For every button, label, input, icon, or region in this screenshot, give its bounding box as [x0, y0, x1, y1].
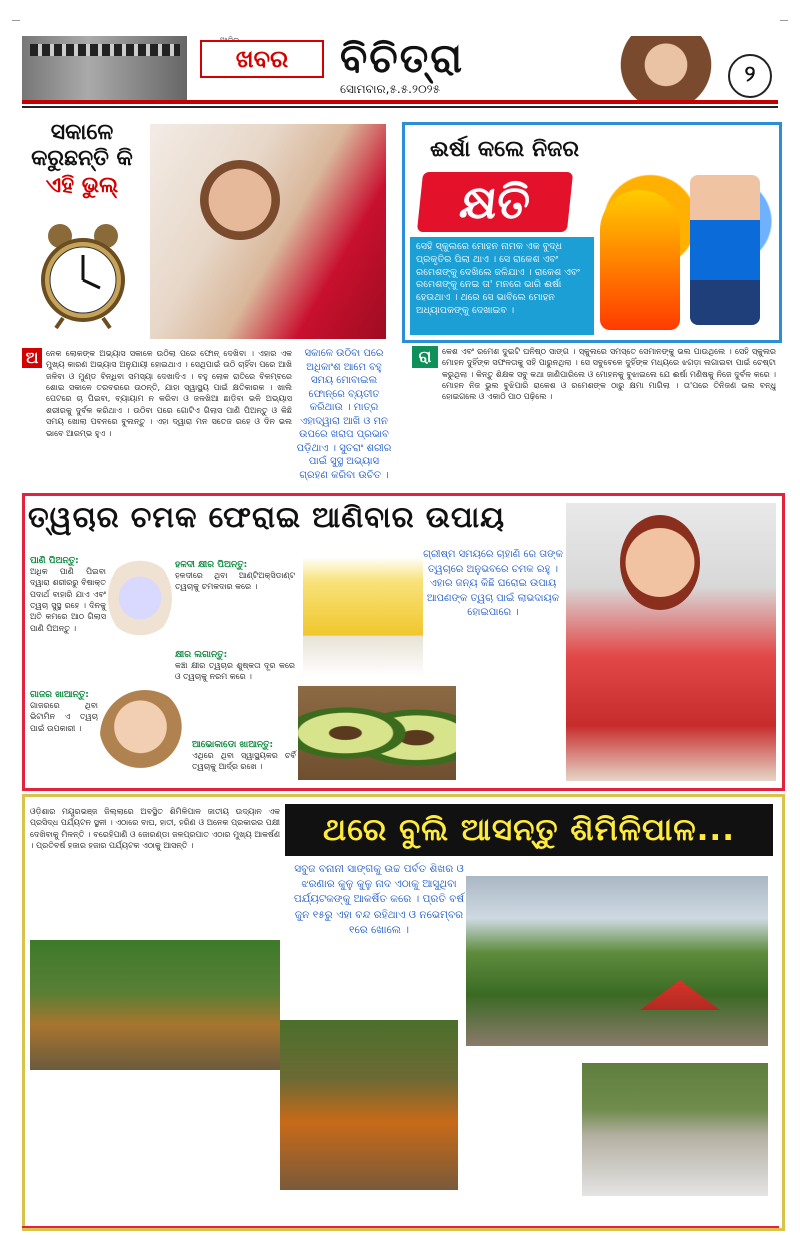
landscape-photo: [466, 876, 768, 1046]
milk-section: [175, 650, 295, 683]
carrot-body: ଗାଜରରେ ଥିବା ଭିଟାମିନ ଏ ତ୍ୱଚା ପାଇଁ ଉପକାରୀ ।: [30, 701, 98, 733]
dropcap: ରା: [412, 346, 438, 368]
section-title: ବିଚିତ୍ରା: [340, 36, 465, 82]
skin-article-title: ତ୍ୱଚାର ଚମକ ଫେରାଇ ଆଣିବାର ଉପାୟ: [28, 500, 506, 534]
envy-article-body: କେଶ ଏବଂ ରମେଶ ଦୁଇଟି ଘନିଷ୍ଠ ସାଙ୍ଗ । ସ୍କୁଲରେ ସମସ୍ତେ ସେମାନଙ୍କୁ ଭଲ ପାଉଥିଲେ । ସେହି ସ୍କୁଲର ମୋହନ ଦୁହିଁଙ୍କ ସଫଳତାକୁ ସହି ପାରୁନଥିଲା । ସେ ସବୁବେଳେ ଦୁହିଁଙ୍କ ମଧ୍ୟରେ ଝଗଡ଼ା ଲଗାଇବା ପାଇଁ ଚେଷ୍ଟା କରୁଥିଲା । କିନ୍ତୁ ଶିକ୍ଷକ ସବୁ କଥା ଜାଣିପାରିଲେ ଓ ମୋହନକୁ ବୁଝାଇଲେ ଯେ ଈର୍ଷା ମଣିଷକୁ ନିଜେ ଦୁର୍ବଳ କରେ । ମୋହନ ନିଜ ଭୁଲ ବୁଝିପାରି ରାକେଶ ଓ ରମେଶଙ୍କ ଠାରୁ କ୍ଷମା ମାଗିଲା । ତା'ପରେ ତିନିଜଣ ଭଲ ବନ୍ଧୁ ହୋଇଗଲେ ଓ ଏକାଠି ପାଠ ପଢ଼ିଲେ ।: [442, 347, 776, 402]
turmeric-milk-photo: [303, 557, 423, 677]
milk-body: କଞ୍ଚା କ୍ଷୀର ତ୍ୱଚାର ଶୁଷ୍କତା ଦୂର କରେ ଓ ତ୍ୱଚାକୁ ନରମ କରେ ।: [175, 661, 295, 682]
water-body: ଅଧିକ ପାଣି ପିଇବା ଦ୍ୱାରା ଶରୀରରୁ ବିଷାକ୍ତ ପଦାର୍ଥ ବାହାରି ଯାଏ ଏବଂ ତ୍ୱଚା ସୁସ୍ଥ ରହେ । ଦିନକୁ ଅତି କମରେ ଆଠ ଗିଲାସ ପାଣି ପିଅନ୍ତୁ ।: [30, 567, 106, 633]
envy-lead-text: ସେହି ସ୍କୁଲରେ ମୋହନ ନାମକ ଏକ ବୁଦ୍ଧ ପ୍ରକୃତିର ପିଲା ଥାଏ । ସେ ରାକେଶ ଏବଂ ରମେଶଙ୍କୁ ଦେଖିଲେ ଜଳିଯାଏ । ରାକେଶ ଏବଂ ରମେଶଙ୍କୁ ନେଇ ତା' ମନରେ ଭାରି ଈର୍ଷା ହେଉଥାଏ । ଥରେ ସେ ଭାବିଲେ ମୋହନ ଅଧ୍ୟାପକଙ୍କୁ ଦେଖାଇବ ।: [410, 237, 594, 335]
similipal-lead: ସବୁଜ ବନାନୀ ସାଙ୍ଗକୁ ଉଚ୍ଚ ପର୍ବତ ଶିଖର ଓ ଝରଣାର କୁଳୁ କୁଳୁ ନାଦ ଏଠାକୁ ଆସୁଥିବା ପର୍ଯ୍ୟଟକଙ୍କୁ ଆକର୍ଷିତ କରେ । ପ୍ରତି ବର୍ଷ ଜୁନ ୧୫ରୁ ଏହା ବନ୍ଦ ରହିଥାଏ ଓ ନଭେମ୍ବର ୧ରେ ଖୋଲେ ।: [293, 863, 465, 936]
avocado-photo: [298, 686, 456, 780]
masthead-rule-thin: [22, 106, 778, 108]
deer-photo: [30, 940, 280, 1070]
turmeric-body: ହଳଦୀରେ ଥିବା ଆଣ୍ଟିଅକ୍ସିଡାଣ୍ଟ ତ୍ୱଚାକୁ ଚମକଦାର କରେ ।: [175, 571, 295, 592]
issue-date: ସୋମବାର,୫.୫.୨୦୨୫: [340, 82, 441, 96]
title-line-1: ସକାଳେ: [50, 120, 114, 145]
carrot-heading: ଗାଜର ଖାଆନ୍ତୁ:: [30, 690, 89, 700]
morning-article-title: [22, 120, 142, 199]
waking-woman-face: [200, 160, 280, 240]
dropcap: ଅ: [22, 348, 42, 368]
crop-mark: [780, 12, 788, 21]
turmeric-heading: ହଳଦୀ କ୍ଷୀର ପିଅନ୍ତୁ:: [175, 560, 248, 570]
model-face: [620, 515, 700, 610]
title-line-3: ଏହି ଭୁଲ୍: [45, 172, 119, 198]
waking-woman-photo: [150, 124, 386, 339]
tiger-photo: [280, 1020, 458, 1190]
morning-pull-quote: ସକାଳେ ଉଠିବା ପରେ ଅଧିକାଂଶ ଆମେ ବହୁ ସମୟ ମୋବାଇଲ ଫୋନ୍‌ରେ ବ୍ୟତୀତ କରିଥାଉ । ମାତ୍ର ଏହାଦ୍ୱାରା ଆଖି ଓ ମନ ଉପରେ ଖରାପ ପ୍ରଭାବ ପଡ଼ିଥାଏ । ସୁତରାଂ ଶରୀର ପାଇଁ ସୁସ୍ଥ ଅଭ୍ୟାସ ଗ୍ରହଣ କରିବା ଉଚିତ ।: [296, 348, 392, 481]
masthead-rule: [22, 100, 778, 104]
title-line-2: କରୁଛନ୍ତି କି: [31, 146, 133, 172]
celebrity-photo: [600, 36, 720, 100]
fire-graphic: [600, 190, 680, 330]
drinking-water-photo: [108, 556, 172, 640]
skin-pull-quote: ଗ୍ରୀଷ୍ମ ସମୟରେ ଚାହାଣି ରେ ତାଙ୍କ ତ୍ୱଚାରେ ଅନୁଭବରେ ଚମକ ରହୁ । ଏହାର ଜନ୍ୟ କିଛି ଘରୋଇ ଉପାୟ ଆପଣଙ୍କ ତ୍ୱଚା ପାଇଁ ଲାଭଦାୟକ ହୋଇପାରେ ।: [423, 549, 563, 618]
morning-article-body: ନେକ ଲୋକଙ୍କ ଅଭ୍ୟାସ ସକାଳେ ଉଠିଲା ପରେ ଫୋନ୍ ଦେଖିବା । ଏହାର ଏକ ମୁଖ୍ୟ କାରଣ ଅଭ୍ୟାସ ଅନୁଯାୟୀ ହୋଇଥାଏ । ସେଥିପାଇଁ ଉଠି ଚାହିଁବା ପରେ ଆଖି ଜଳିବା ଓ ମୁଣ୍ଡ ବିନ୍ଧିବା ସମସ୍ୟା ଦେଖାଦିଏ । ବହୁ ଲୋକ ରାତିରେ ବିଳମ୍ବରେ ଶୋଇ ସକାଳେ ତରବରରେ ଉଠନ୍ତି, ଯାହା ସ୍ୱାସ୍ଥ୍ୟ ପାଇଁ କ୍ଷତିକାରକ । ଖାଲି ପେଟରେ ଚା ପିଇବା, ବ୍ୟାୟାମ ନ କରିବା ଓ ଜଳଖିଆ ଛାଡ଼ିବା ଭଳି ଅଭ୍ୟାସ ଶରୀରକୁ ଦୁର୍ବଳ କରିଥାଏ । ଉଠିବା ପରେ ଗୋଟିଏ ଗିଲାସ ପାଣି ପିଅନ୍ତୁ ଓ କିଛି ସମୟ ଖୋଲା ପବନରେ ବୁଲନ୍ତୁ । ଏହା ଦ୍ୱାରା ମନ ସତେଜ ରହେ ଓ ଦିନ ଭଲ ଭାବେ ଆରମ୍ଭ ହୁଏ ।: [46, 349, 292, 438]
avocado-heading: ଆଭୋକାଡୋ ଖାଆନ୍ତୁ:: [192, 740, 274, 750]
water-section: [30, 556, 106, 634]
carrot-photo: [100, 690, 190, 782]
alarm-clock-icon: [38, 220, 128, 330]
avocado-body: ଏଥିରେ ଥିବା ସ୍ୱାସ୍ଥ୍ୟକର ଚର୍ବି ତ୍ୱଚାକୁ ଆର୍ଦ୍ର ରଖେ ।: [192, 751, 296, 772]
page-number: ୨: [728, 54, 772, 98]
water-heading: ପାଣି ପିଅନ୍ତୁ:: [30, 556, 79, 566]
similipal-body: ଓଡ଼ିଶାର ମୟୂରଭଞ୍ଜ ଜିଲ୍ଲାରେ ଅବସ୍ଥିତ ଶିମିଳିପାଳ ଜାତୀୟ ଉଦ୍ୟାନ ଏକ ପ୍ରସିଦ୍ଧ ପର୍ଯ୍ୟଟନ ସ୍ଥଳୀ । ଏଠାରେ ବାଘ, ହାତୀ, ହରିଣ ଓ ଅନେକ ପ୍ରକାରର ପକ୍ଷୀ ଦେଖିବାକୁ ମିଳନ୍ତି । ବରେହିପାଣି ଓ ଜୋରଣ୍ଡା ଜଳପ୍ରପାତ ଏଠାର ମୁଖ୍ୟ ଆକର୍ଷଣ । ପ୍ରତିବର୍ଷ ହଜାର ହଜାର ପର୍ଯ୍ୟଟକ ଏଠାକୁ ଆସନ୍ତି ।: [30, 807, 280, 851]
carrot-section: [30, 690, 98, 734]
newspaper-logo: ଖବର: [200, 40, 324, 78]
avocado-section: [192, 740, 296, 773]
envy-big-word: କ୍ଷତି: [417, 172, 573, 232]
crop-mark: [12, 12, 20, 21]
milk-heading: କ୍ଷୀର ଲଗାନ୍ତୁ:: [175, 650, 228, 660]
similipal-banner: ଥରେ ବୁଲି ଆସନ୍ତୁ ଶିମିଳିପାଳ...: [285, 804, 773, 856]
turmeric-section: [175, 560, 295, 593]
cartoon-boy: [690, 175, 760, 325]
safari-jeeps-photo: [582, 1063, 768, 1196]
page-bottom-rule: [22, 1226, 779, 1228]
film-strip-icon: [30, 44, 180, 56]
envy-article-title: ଈର୍ଷା କଲେ ନିଜର: [430, 137, 580, 162]
